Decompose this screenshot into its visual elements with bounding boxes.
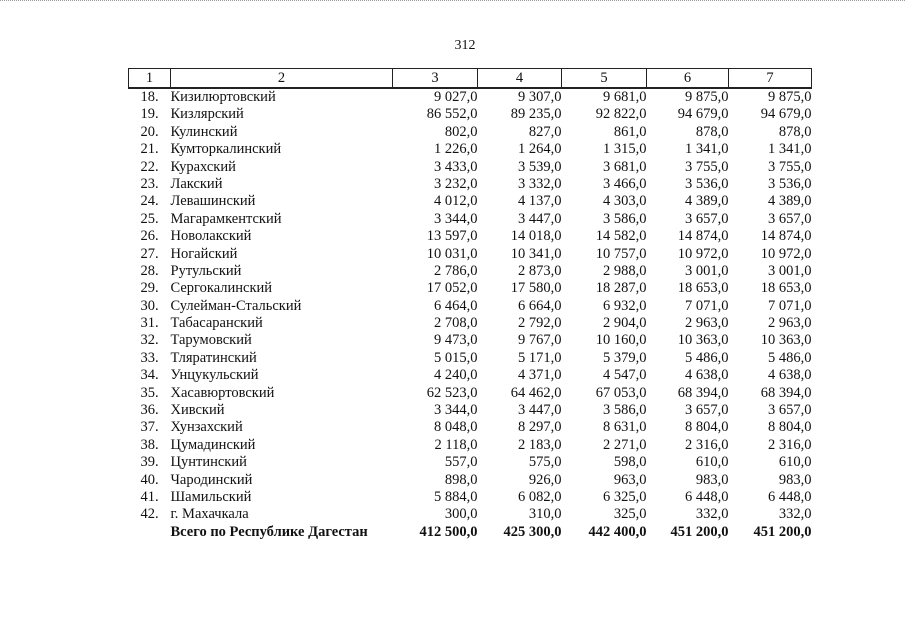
value-col-4: 926,0 [528, 471, 562, 488]
table-row [129, 228, 812, 245]
value-col-3: 10 031,0 [426, 245, 478, 262]
district-name: Кумторкалинский [170, 141, 282, 158]
value-col-4: 64 462,0 [510, 384, 562, 401]
value-col-6: 610,0 [695, 454, 729, 471]
value-col-4: 6 664,0 [518, 297, 562, 314]
value-col-6: 3 657,0 [685, 210, 729, 227]
value-col-5: 2 904,0 [603, 315, 647, 332]
value-col-7: 2 963,0 [768, 315, 812, 332]
row-number: 21. [140, 141, 159, 158]
column-header-5: 5 [562, 69, 647, 89]
value-col-3: 802,0 [444, 123, 478, 140]
value-col-6: 68 394,0 [677, 384, 729, 401]
table-row [129, 454, 812, 471]
table-row [129, 159, 812, 176]
value-col-5: 9 681,0 [603, 89, 647, 105]
value-col-5: 4 547,0 [603, 367, 647, 384]
value-col-3: 1 226,0 [434, 141, 478, 158]
table-row [129, 211, 812, 228]
row-number: 19. [140, 106, 159, 123]
column-header-2: 2 [171, 69, 393, 89]
district-name: Новолакский [170, 228, 252, 245]
value-col-6: 18 653,0 [677, 280, 729, 297]
value-col-7: 5 486,0 [768, 349, 812, 366]
value-col-4: 10 341,0 [510, 245, 562, 262]
total-row [129, 524, 812, 541]
row-number: 24. [140, 193, 159, 210]
column-header-1: 1 [129, 69, 171, 89]
value-col-5: 4 303,0 [603, 193, 647, 210]
value-col-7: 6 448,0 [768, 488, 812, 505]
value-col-3: 2 786,0 [434, 262, 478, 279]
value-col-7: 983,0 [778, 471, 812, 488]
value-col-3: 3 344,0 [434, 210, 478, 227]
district-name: Ногайский [170, 245, 238, 262]
table-row [129, 419, 812, 436]
value-col-7: 68 394,0 [760, 384, 812, 401]
row-number: 35. [140, 384, 159, 401]
column-header-7: 7 [729, 69, 812, 89]
row-number: 36. [140, 402, 159, 419]
row-number: 25. [140, 210, 159, 227]
value-col-6: 8 804,0 [685, 419, 729, 436]
value-col-7: 1 341,0 [768, 141, 812, 158]
table-row [129, 106, 812, 123]
value-col-3: 3 344,0 [434, 402, 478, 419]
row-number: 23. [140, 175, 159, 192]
value-col-3: 4 240,0 [434, 367, 478, 384]
row-number: 33. [140, 349, 159, 366]
value-col-7: 3 536,0 [768, 175, 812, 192]
value-col-6: 5 486,0 [685, 349, 729, 366]
value-col-3: 17 052,0 [426, 280, 478, 297]
table-header-row [129, 69, 812, 89]
district-name: Хасавюртовский [170, 384, 275, 401]
value-col-4: 14 018,0 [510, 228, 562, 245]
value-col-5: 861,0 [613, 123, 647, 140]
row-number: 40. [140, 471, 159, 488]
row-number: 30. [140, 297, 159, 314]
value-col-4: 310,0 [528, 506, 562, 523]
value-col-6: 1 341,0 [685, 141, 729, 158]
value-col-4: 5 171,0 [518, 349, 562, 366]
district-name: Цумадинский [170, 436, 256, 453]
table-row [129, 506, 812, 523]
value-col-5: 67 053,0 [595, 384, 647, 401]
district-name: Магарамкентский [170, 210, 282, 227]
value-col-6: 3 536,0 [685, 175, 729, 192]
value-col-7: 3 657,0 [768, 402, 812, 419]
value-col-4: 8 297,0 [518, 419, 562, 436]
value-col-5: 3 466,0 [603, 175, 647, 192]
table-row [129, 298, 812, 315]
total-row-number [129, 524, 171, 541]
row-number: 20. [140, 123, 159, 140]
value-col-7: 3 657,0 [768, 210, 812, 227]
value-col-7: 9 875,0 [768, 89, 812, 105]
value-col-4: 4 371,0 [518, 367, 562, 384]
row-number: 31. [140, 315, 159, 332]
district-name: Кизлярский [170, 106, 244, 123]
value-col-3: 5 884,0 [434, 488, 478, 505]
value-col-4: 89 235,0 [510, 106, 562, 123]
value-col-6: 3 755,0 [685, 158, 729, 175]
value-col-3: 300,0 [444, 506, 478, 523]
table-row [129, 402, 812, 419]
district-name: Курахский [170, 158, 236, 175]
value-col-5: 92 822,0 [595, 106, 647, 123]
value-col-4: 2 873,0 [518, 262, 562, 279]
table-row [129, 472, 812, 489]
value-col-7: 8 804,0 [768, 419, 812, 436]
value-col-6: 3 001,0 [685, 262, 729, 279]
value-col-4: 1 264,0 [518, 141, 562, 158]
table-row [129, 88, 812, 106]
table-row [129, 176, 812, 193]
value-col-3: 6 464,0 [434, 297, 478, 314]
value-col-4: 3 539,0 [518, 158, 562, 175]
value-col-4: 2 183,0 [518, 436, 562, 453]
value-col-7: 14 874,0 [760, 228, 812, 245]
value-col-5: 3 681,0 [603, 158, 647, 175]
value-col-5: 6 932,0 [603, 297, 647, 314]
value-col-4: 17 580,0 [510, 280, 562, 297]
value-col-7: 3 755,0 [768, 158, 812, 175]
table-row [129, 332, 812, 349]
value-col-6: 10 972,0 [677, 245, 729, 262]
district-name: г. Махачкала [170, 506, 249, 523]
value-col-3: 898,0 [444, 471, 478, 488]
row-number: 37. [140, 419, 159, 436]
row-number: 18. [140, 89, 159, 105]
district-name: Сергокалинский [170, 280, 273, 297]
table-row [129, 280, 812, 297]
value-col-5: 1 315,0 [603, 141, 647, 158]
row-number: 22. [140, 158, 159, 175]
district-name: Сулейман-Стальский [170, 297, 302, 314]
column-header-3: 3 [393, 69, 478, 89]
district-name: Рутульский [170, 262, 242, 279]
value-col-5: 963,0 [613, 471, 647, 488]
page-number: 312 [454, 38, 476, 53]
district-name: Хунзахский [170, 419, 243, 436]
district-name: Тляратинский [170, 349, 257, 366]
district-name: Лакский [170, 175, 223, 192]
value-col-3: 86 552,0 [426, 106, 478, 123]
value-col-6: 10 363,0 [677, 332, 729, 349]
table-row [129, 124, 812, 141]
row-number: 34. [140, 367, 159, 384]
district-name: Кулинский [170, 123, 238, 140]
district-name: Кизилюртовский [170, 89, 276, 105]
value-col-6: 7 071,0 [685, 297, 729, 314]
total-col-5: 442 400,0 [588, 523, 647, 540]
district-name: Левашинский [170, 193, 256, 210]
district-name: Хивский [170, 402, 225, 419]
value-col-3: 2 708,0 [434, 315, 478, 332]
row-number: 42. [140, 506, 159, 523]
value-col-6: 983,0 [695, 471, 729, 488]
value-col-6: 3 657,0 [685, 402, 729, 419]
value-col-7: 7 071,0 [768, 297, 812, 314]
row-number: 28. [140, 262, 159, 279]
value-col-6: 2 963,0 [685, 315, 729, 332]
total-col-3: 412 500,0 [419, 523, 478, 540]
value-col-4: 9 307,0 [518, 89, 562, 105]
table-row [129, 263, 812, 280]
value-col-7: 610,0 [778, 454, 812, 471]
value-col-6: 14 874,0 [677, 228, 729, 245]
total-col-6: 451 200,0 [670, 523, 729, 540]
value-col-5: 10 160,0 [595, 332, 647, 349]
value-col-4: 3 332,0 [518, 175, 562, 192]
value-col-5: 3 586,0 [603, 210, 647, 227]
district-name: Тарумовский [170, 332, 252, 349]
value-col-5: 3 586,0 [603, 402, 647, 419]
table-row [129, 141, 812, 158]
value-col-3: 557,0 [444, 454, 478, 471]
value-col-4: 575,0 [528, 454, 562, 471]
total-label: Всего по Республике Дагестан [170, 523, 368, 540]
value-col-3: 3 232,0 [434, 175, 478, 192]
value-col-3: 2 118,0 [434, 436, 478, 453]
value-col-5: 2 271,0 [603, 436, 647, 453]
row-number: 41. [140, 488, 159, 505]
value-col-7: 3 001,0 [768, 262, 812, 279]
value-col-3: 9 473,0 [434, 332, 478, 349]
value-col-7: 10 363,0 [760, 332, 812, 349]
district-name: Цунтинский [170, 454, 247, 471]
district-name: Чародинский [170, 471, 253, 488]
value-col-7: 878,0 [778, 123, 812, 140]
value-col-4: 3 447,0 [518, 402, 562, 419]
value-col-5: 2 988,0 [603, 262, 647, 279]
row-number: 39. [140, 454, 159, 471]
column-header-6: 6 [647, 69, 729, 89]
table-row [129, 489, 812, 506]
value-col-4: 827,0 [528, 123, 562, 140]
value-col-3: 62 523,0 [426, 384, 478, 401]
row-number: 27. [140, 245, 159, 262]
value-col-3: 5 015,0 [434, 349, 478, 366]
value-col-4: 3 447,0 [518, 210, 562, 227]
row-number: 26. [140, 228, 159, 245]
table-row [129, 315, 812, 332]
value-col-6: 4 389,0 [685, 193, 729, 210]
value-col-7: 332,0 [778, 506, 812, 523]
table-row [129, 350, 812, 367]
total-col-4: 425 300,0 [503, 523, 562, 540]
value-col-5: 325,0 [613, 506, 647, 523]
district-name: Табасаранский [170, 315, 263, 332]
value-col-7: 4 638,0 [768, 367, 812, 384]
column-header-4: 4 [478, 69, 562, 89]
value-col-7: 2 316,0 [768, 436, 812, 453]
value-col-6: 332,0 [695, 506, 729, 523]
table-row [129, 193, 812, 210]
row-number: 32. [140, 332, 159, 349]
row-number: 29. [140, 280, 159, 297]
value-col-3: 8 048,0 [434, 419, 478, 436]
value-col-4: 9 767,0 [518, 332, 562, 349]
value-col-5: 6 325,0 [603, 488, 647, 505]
value-col-7: 4 389,0 [768, 193, 812, 210]
value-col-6: 4 638,0 [685, 367, 729, 384]
value-col-5: 5 379,0 [603, 349, 647, 366]
page-top-edge [0, 0, 905, 4]
value-col-6: 94 679,0 [677, 106, 729, 123]
table-body [129, 88, 812, 541]
value-col-6: 2 316,0 [685, 436, 729, 453]
value-col-3: 13 597,0 [426, 228, 478, 245]
total-col-7: 451 200,0 [753, 523, 812, 540]
value-col-4: 2 792,0 [518, 315, 562, 332]
table-row [129, 385, 812, 402]
value-col-7: 94 679,0 [760, 106, 812, 123]
table-row [129, 437, 812, 454]
value-col-6: 9 875,0 [685, 89, 729, 105]
value-col-6: 878,0 [695, 123, 729, 140]
district-name: Шамильский [170, 488, 252, 505]
value-col-5: 8 631,0 [603, 419, 647, 436]
value-col-3: 4 012,0 [434, 193, 478, 210]
table-row [129, 246, 812, 263]
value-col-4: 4 137,0 [518, 193, 562, 210]
district-name: Унцукульский [170, 367, 259, 384]
region-funding-table [128, 68, 812, 541]
value-col-7: 10 972,0 [760, 245, 812, 262]
value-col-4: 6 082,0 [518, 488, 562, 505]
value-col-5: 18 287,0 [595, 280, 647, 297]
value-col-7: 18 653,0 [760, 280, 812, 297]
value-col-3: 3 433,0 [434, 158, 478, 175]
value-col-6: 6 448,0 [685, 488, 729, 505]
value-col-5: 14 582,0 [595, 228, 647, 245]
value-col-5: 598,0 [613, 454, 647, 471]
value-col-3: 9 027,0 [434, 89, 478, 105]
table-row [129, 367, 812, 384]
value-col-5: 10 757,0 [595, 245, 647, 262]
row-number: 38. [140, 436, 159, 453]
